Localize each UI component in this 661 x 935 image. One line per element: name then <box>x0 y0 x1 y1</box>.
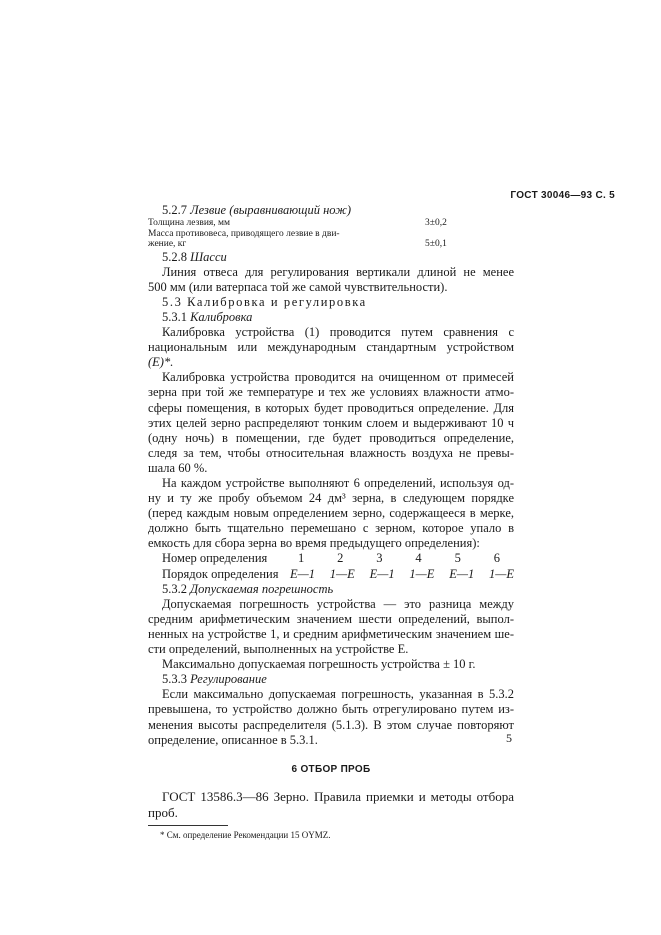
section-5-3-3-heading <box>148 672 514 687</box>
section-5-2-7-heading <box>148 203 514 218</box>
paragraph-line: Если максимально допускаемая погрешность, указанная в 5.3.2 <box>162 687 514 702</box>
determination-order-row <box>148 567 514 582</box>
spec-row-counterweight-a <box>148 229 514 240</box>
spec-row-counterweight-b <box>148 239 514 250</box>
paragraph-line: средним арифметическим значением шести определений, выпол- <box>148 611 514 626</box>
table-cell: 4 <box>415 551 422 566</box>
table-cell: 1—E <box>488 566 514 581</box>
section-5-3-1-heading <box>148 310 514 325</box>
footnote-divider <box>148 825 228 826</box>
section-title: Регулирование <box>190 672 267 687</box>
section-title: Шасси <box>190 249 227 264</box>
paragraph-line: превышена, то устройство должно быть отрегулировано путем из- <box>148 702 514 717</box>
table-cell: 3 <box>376 551 383 566</box>
paragraph-line: этих целей зерно распределяют тонким слоем и выдерживают 10 ч <box>148 415 514 430</box>
paragraph-line: 500 мм (или ватерпаса той же самой чувствительности). <box>148 279 448 294</box>
spec-label: жение, кг <box>148 239 187 250</box>
section-5-2-8-heading <box>148 250 514 265</box>
section-number: 5.2.7 <box>162 203 187 217</box>
paragraph-line: Допускаемая погрешность устройства — это разница между <box>162 596 514 611</box>
table-cell: 2 <box>337 551 344 566</box>
row-label: Номер определения <box>162 551 268 566</box>
spec-row-blade-thickness <box>148 218 514 229</box>
table-cell: 1—E <box>409 566 435 581</box>
paragraph-line: национальным или международным стандартным устройством <box>148 340 514 355</box>
document-body <box>148 203 514 841</box>
spec-value: 3±0,2 <box>425 218 447 229</box>
row-label: Порядок определения <box>162 566 279 581</box>
paragraph-line: На каждом устройстве выполняют 6 определений, используя од- <box>162 476 514 490</box>
determination-number-row <box>148 551 514 566</box>
table-cell: 1—E <box>329 566 355 581</box>
paragraph-line: емкость для сбора зерна во время предыдущего определения): <box>148 536 480 551</box>
paragraph-line: сферы помещения, в которых будет проводиться определение. Для <box>148 400 514 415</box>
table-cell: 1 <box>298 551 305 566</box>
paragraph-line: сти определений, выполненных на устройстве E. <box>148 642 409 657</box>
section-title: Лезвие (выравнивающий нож) <box>190 203 352 217</box>
spec-label: Толщина лезвия, мм <box>148 218 231 229</box>
section-number: 5.2.8 <box>162 249 187 264</box>
section-number: 5.3.1 <box>162 309 187 324</box>
table-cell: E—1 <box>369 566 395 581</box>
spec-value: 5±0,1 <box>425 239 447 250</box>
paragraph-line: (перед каждым новым определением зерно, содержащееся в мерке, <box>148 506 514 521</box>
paragraph-line: зерна при той же температуре и тех же условиях влажности атмо- <box>148 385 514 400</box>
row-cells <box>290 567 514 582</box>
section-title: Допускаемая погрешность <box>190 581 334 596</box>
spec-label: Масса противовеса, приводящего лезвие в дви- <box>148 228 340 239</box>
page-header: ГОСТ 30046—93 С. 5 <box>510 190 615 201</box>
paragraph-line: ну и ту же пробу объемом 24 дм³ зерна, в следующем порядке <box>148 491 514 506</box>
row-cells <box>290 551 514 566</box>
table-cell: 5 <box>454 551 461 566</box>
paragraph-line: шала 60 %. <box>148 460 208 475</box>
paragraph-line: Линия отвеса для регулирования вертикали длиной не менее <box>162 264 514 279</box>
paragraph-line: ненных на устройстве 1, и средним арифметическим значением ше- <box>148 626 514 641</box>
paragraph-line: менения высоты распределителя (5.1.3). В этом случае повторяют <box>148 717 514 732</box>
reference-line: ГОСТ 13586.3—86 Зерно. Правила приемки и методы отбора <box>162 788 514 804</box>
footnote: * См. определение Рекомендации 15 OYMZ. <box>160 829 331 840</box>
page-number: 5 <box>506 731 512 745</box>
reference-line: проб. <box>148 804 178 820</box>
table-cell: E—1 <box>449 566 475 581</box>
paragraph-line: определение, описанное в 5.3.1. <box>148 732 318 747</box>
paragraph-line: Калибровка устройства проводится на очищенном от примесей <box>162 370 514 385</box>
section-number: 5.3.2 <box>162 581 187 596</box>
paragraph-line: Максимально допускаемая погрешность устройства ± 10 г. <box>162 657 476 672</box>
table-cell: E—1 <box>290 566 315 581</box>
section-title: Калибровка <box>190 309 253 324</box>
table-cell: 6 <box>493 551 500 566</box>
paragraph-line: (E)*. <box>148 355 174 370</box>
section-5-3-heading: 5.3 Калибровка и регулировка <box>162 294 367 309</box>
paragraph-line: Калибровка устройства (1) проводится путем сравнения с <box>162 325 514 340</box>
paragraph-line: следя за тем, чтобы относительная влажность воздуха не превы- <box>148 445 514 460</box>
paragraph-line: (одну ночь) в помещении, где будет проводиться определение, <box>148 430 514 445</box>
paragraph-line: должно быть тщательно перемешано с зерном, которое упало в <box>148 521 514 536</box>
section-5-3-2-heading <box>148 582 514 597</box>
section-number: 5.3.3 <box>162 672 187 687</box>
section-6-heading: 6 ОТБОР ПРОБ <box>291 763 371 775</box>
